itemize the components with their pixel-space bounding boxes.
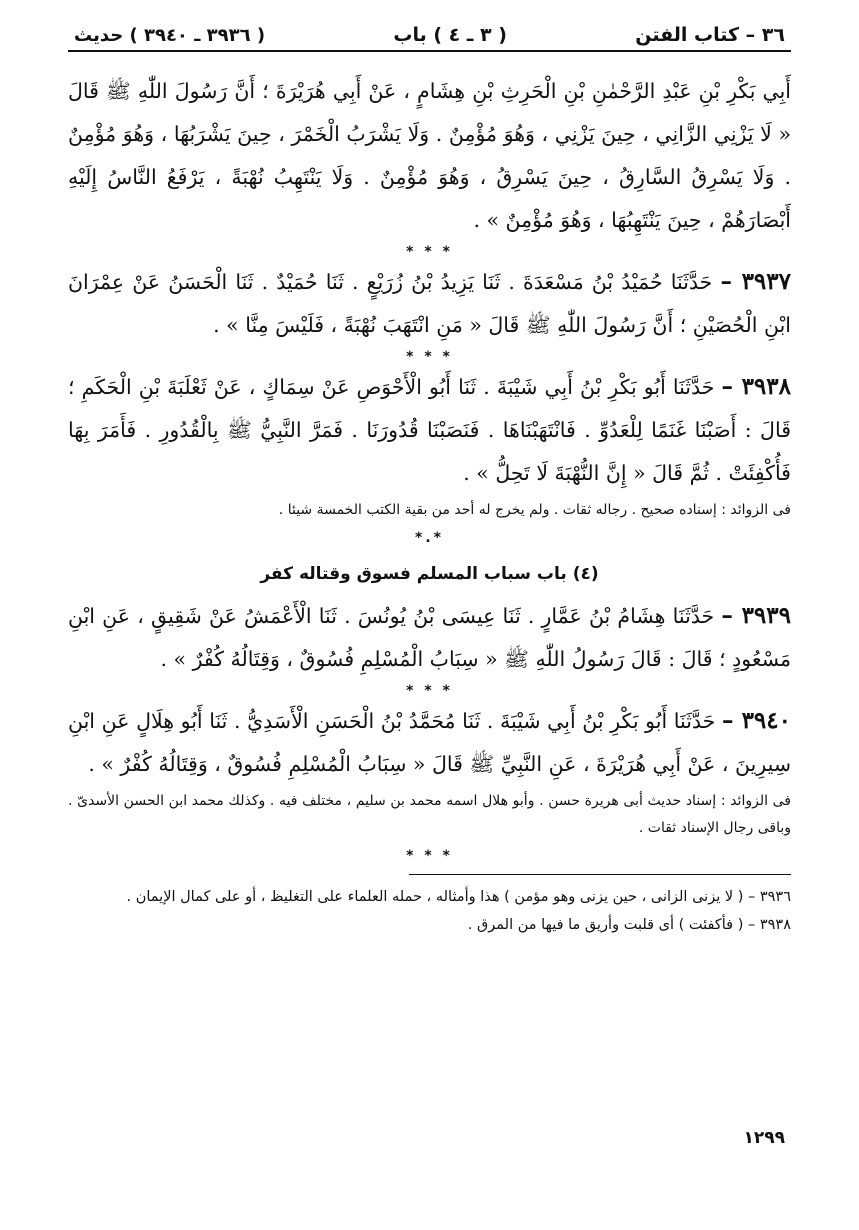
- section-separator: * * *: [406, 848, 453, 864]
- page-number: ١٢٩٩: [743, 1128, 785, 1148]
- running-header: [68, 24, 791, 50]
- footnote-3936: ٣٩٣٦ – ( لا يزنى الزانى ، حين يزنى وهو مؤمن ) هذا وأمثاله ، حمله العلماء على التغليظ ، أو على كمال الإيمان .: [126, 889, 791, 905]
- section-separator: * * *: [406, 349, 453, 365]
- section-separator: * * *: [406, 683, 453, 699]
- hadith-number: ٣٩٣٩ –: [721, 602, 791, 629]
- hadith-body: حَدَّثَنَا أَبُو بَكْرِ بْنُ أَبِي شَيْبَةَ . ثَنَا أَبُو الْأَحْوَصِ عَنْ سِمَاكٍ ، عَنْ ثَعْلَبَةَ بْنِ الْحَكَمِ ؛ قَالَ : أَصَبْنَا غَنَمًا لِلْعَدُوِّ . فَانْتَهَبْنَاهَا . فَنَصَبْنَا قُدُورَنَا . فَمَرَّ النَّبِيُّ ﷺ بِالْقُدُورِ . فَأَمَرَ بِهَا فَأُكْفِئَتْ . ثُمَّ قَالَ « إِنَّ النُّهْبَةَ لَا تَحِلُّ » .: [68, 375, 791, 485]
- hadith-3938: [68, 365, 791, 495]
- hadith-3936-continuation: أَبِي بَكْرِ بْنِ عَبْدِ الرَّحْمٰنِ بْنِ الْحَرِثِ بْنِ هِشَامٍ ، عَنْ أَبِي هُرَيْرَةَ ؛ أَنَّ رَسُولَ اللّٰهِ ﷺ قَالَ « لَا يَزْنِي الزَّانِي ، حِينَ يَزْنِي ، وَهُوَ مُؤْمِنٌ . وَلَا يَشْرَبُ الْخَمْرَ ، حِينَ يَشْرَبُهَا ، وَهُوَ مُؤْمِنٌ . وَلَا يَسْرِقُ السَّارِقُ ، حِينَ يَسْرِقُ ، وَهُوَ مُؤْمِنٌ . وَلَا يَنْتَهِبُ نُهْبَةً ، يَرْفَعُ النَّاسُ إِلَيْهِ أَبْصَارَهُمْ ، حِينَ يَنْتَهِبُهَا ، وَهُوَ مُؤْمِنٌ » .: [68, 79, 791, 232]
- hadith-body: حَدَّثَنَا أَبُو بَكْرِ بْنُ أَبِي شَيْبَةَ . ثَنَا مُحَمَّدُ بْنُ الْحَسَنِ الْأَسَدِيُّ . ثَنَا أَبُو هِلَالٍ عَنِ ابْنِ سِيرِينَ ، عَنْ أَبِي هُرَيْرَةَ ، عَنِ النَّبِيِّ ﷺ قَالَ « سِبَابُ الْمُسْلِمِ فُسُوقٌ ، وَقِتَالُهُ كُفْرٌ » .: [68, 709, 791, 776]
- section-separator: * * *: [406, 244, 453, 260]
- header-chapter-range: ( ٣ ـ ٤ ) باب: [393, 24, 507, 46]
- zawaid-note-3940: فى الزوائد : إسناد حديث أبى هريرة حسن . وأبو هلال اسمه محمد بن سليم ، مختلف فيه . وكذلك محمد ابن الحسن الأسدىّ . وباقى رجال الإسناد ثقات .: [68, 793, 791, 836]
- header-hadith-range: ( ٣٩٣٦ ـ ٣٩٤٠ ) حديث: [74, 25, 266, 46]
- footnote-3938: ٣٩٣٨ – ( فأكفئت ) أى قلبت وأريق ما فيها من المرق .: [467, 917, 791, 933]
- section-separator: *.*: [415, 530, 444, 546]
- hadith-number: ٣٩٤٠ –: [721, 707, 791, 734]
- header-book-title: ٣٦ – كتاب الفتن: [635, 24, 785, 46]
- hadith-body: حَدَّثَنَا حُمَيْدُ بْنُ مَسْعَدَةَ . ثَنَا يَزِيدُ بْنُ زُرَيْعٍ . ثَنَا حُمَيْدٌ . ثَنَا الْحَسَنُ عَنْ عِمْرَانَ ابْنِ الْحُصَيْنِ ؛ أَنَّ رَسُولَ اللّٰهِ ﷺ قَالَ « مَنِ انْتَهَبَ نُهْبَةً ، فَلَيْسَ مِنَّا » .: [68, 270, 791, 337]
- zawaid-note-3938: فى الزوائد : إسناده صحيح . رجاله ثقات . ولم يخرج له أحد من بقية الكتب الخمسة شيئا .: [278, 502, 791, 518]
- footnote-divider: [409, 874, 791, 875]
- hadith-3939: [68, 594, 791, 681]
- hadith-number: ٣٩٣٧ –: [720, 268, 791, 295]
- hadith-3937: [68, 260, 791, 347]
- hadith-body: حَدَّثَنَا هِشَامُ بْنُ عَمَّارٍ . ثَنَا عِيسَى بْنُ يُونُسَ . ثَنَا الْأَعْمَشُ عَنْ شَقِيقٍ ، عَنِ ابْنِ مَسْعُودٍ ؛ قَالَ : قَالَ رَسُولُ اللّٰهِ ﷺ « سِبَابُ الْمُسْلِمِ فُسُوقٌ ، وَقِتَالُهُ كُفْرٌ » .: [68, 604, 791, 671]
- hadith-3940: [68, 699, 791, 786]
- header-divider: [68, 50, 791, 52]
- chapter-title: (٤) باب سباب المسلم فسوق وقتاله كفر: [260, 564, 599, 584]
- hadith-number: ٣٩٣٨ –: [721, 373, 791, 400]
